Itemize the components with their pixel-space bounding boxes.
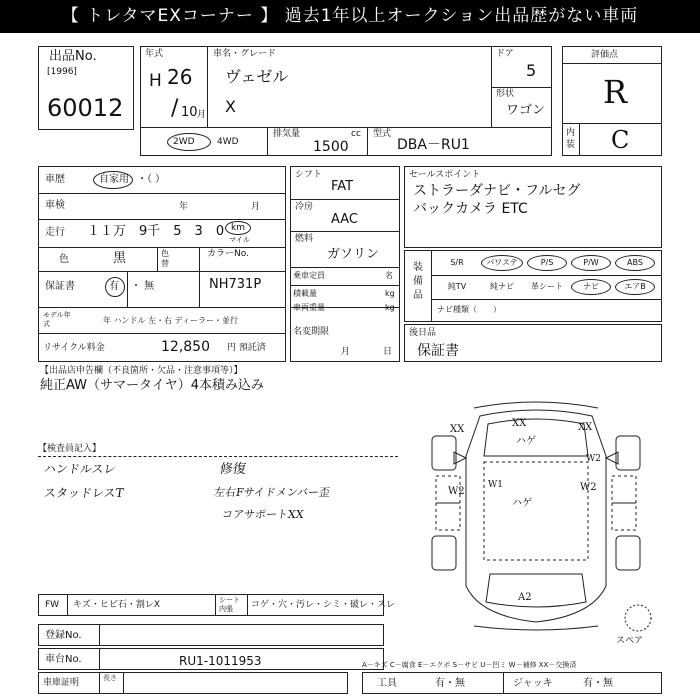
body-label: 形状: [496, 89, 515, 99]
inspector-note-4: 左右Fサイドメンバー歪: [213, 486, 331, 499]
model-label: 型式: [373, 129, 392, 139]
tools-value: 有・無: [435, 678, 465, 689]
lot-label: 出品No.: [49, 49, 97, 64]
chassis-label: 車台No.: [45, 654, 82, 665]
inspector-note-2: スタッドレスT: [42, 486, 125, 500]
history-private: 自家用: [99, 174, 129, 185]
equip-nav: 純ナビ: [490, 282, 514, 291]
interior-label: 内装: [566, 128, 576, 150]
jack-label: ジャッキ: [513, 678, 553, 689]
year-slash: /: [171, 96, 179, 121]
color-no-label: カラーNo.: [207, 249, 249, 259]
interior-score: C: [611, 126, 630, 154]
declaration-text: 純正AW（サマータイヤ）4本積み込み: [40, 378, 265, 393]
inspector-note-3: 修復: [218, 462, 247, 477]
fw-row: [38, 594, 396, 616]
drive-2wd: 2WD: [173, 137, 195, 147]
after-sales-box: [404, 324, 662, 362]
recycle-amount: 12,850: [161, 339, 210, 355]
cert-label: 車庫証明: [43, 678, 80, 688]
auction-banner: 【 トレタマEXコーナー 】 過去1年以上オークション出品歴がない車両: [0, 0, 700, 33]
sales-point-label: セールスポイント: [409, 170, 481, 180]
damage-mark-3: XX: [578, 422, 593, 433]
damage-mark-10: W1: [488, 480, 503, 490]
history-other: ・（ ）: [137, 174, 166, 185]
equip-sr: S/R: [450, 258, 464, 267]
lot-number: 60012: [47, 94, 124, 122]
ac-label: 冷房: [295, 202, 314, 212]
recycle-unit: 円 預託済: [227, 343, 266, 353]
left-table: [38, 166, 286, 362]
reg-change-month: 月: [341, 347, 351, 357]
model-code: DBA－RU1: [397, 137, 470, 153]
mileage-label: 走行: [45, 227, 65, 238]
damage-mark-9: A2: [518, 592, 532, 603]
fw-label: FW: [45, 600, 60, 610]
load-label: 積載量: [293, 289, 317, 298]
equipment-label: 装備品: [413, 262, 423, 301]
grade: X: [225, 97, 236, 116]
score-value: R: [603, 73, 628, 111]
equip-power-steering: パワステ: [486, 258, 518, 267]
damage-mark-2: XX: [512, 418, 527, 429]
era: H: [149, 71, 162, 91]
equip-pw: P/W: [583, 258, 599, 267]
inspector-label: 【検査員記入】: [38, 444, 102, 454]
damage-mark-8: W2: [586, 454, 601, 464]
year-value: 26: [167, 65, 193, 89]
recycle-label: リサイクル料金: [43, 343, 105, 353]
fuel-value: ガソリン: [327, 247, 380, 262]
shift-label: シフト: [295, 170, 323, 180]
fw-text: キズ・ヒビ石・割レX: [73, 600, 160, 610]
color-value: 黒: [113, 251, 127, 266]
weight-unit: kg: [385, 303, 395, 312]
length-label: 長さ: [103, 674, 117, 682]
nav-type: ナビ種類（ ）: [437, 305, 501, 314]
month-unit: 月: [197, 110, 207, 120]
warranty-label: 保証書: [45, 281, 75, 292]
mileage-value: １１万 9千 5 3 0: [87, 224, 225, 239]
chassis-no: RU1-1011953: [179, 654, 262, 668]
warranty-no: ・ 無: [131, 281, 155, 292]
vehicle-header-box: [140, 46, 552, 156]
tools-label: 工具: [377, 678, 397, 689]
equip-airbag: エアB: [624, 282, 646, 291]
fuel-label: 燃料: [295, 234, 314, 244]
mileage-mile: マイル: [229, 236, 250, 244]
color-change-label: 色替: [161, 249, 169, 268]
lot-code: [1996]: [47, 67, 77, 77]
inspector-note-5: コアサポートXX: [221, 508, 305, 521]
cc-unit: cc: [351, 129, 361, 139]
shift-value: FAT: [331, 179, 354, 194]
equip-abs: ABS: [627, 258, 643, 267]
history-label: 車歴: [45, 174, 65, 185]
reg-change-label: 名変期限: [293, 327, 330, 337]
ac-value: AAC: [331, 212, 358, 227]
year-label: 年式: [145, 49, 164, 59]
after-sales-value: 保証書: [417, 343, 459, 359]
reg-no-label: 登録No.: [45, 630, 82, 641]
damage-mark-7: ハゲ: [512, 498, 532, 509]
new-year-text: 年 ハンドル 左・右 ディーラー・並行: [103, 316, 238, 325]
weight-label: 車両重量: [293, 303, 325, 312]
equipment-box: [404, 250, 662, 322]
car-name: ヴェゼル: [225, 67, 289, 86]
displacement-label: 排気量: [273, 129, 301, 139]
sales-point-line2: バックカメラ ETC: [413, 201, 528, 217]
inspection-month-unit: 月: [251, 202, 261, 212]
lot-number-box: [38, 46, 134, 130]
equip-tv: 純TV: [447, 282, 467, 291]
color-label: 色: [59, 254, 69, 265]
sales-point-box: [404, 166, 662, 248]
name-label: 車名・グレード: [213, 49, 277, 59]
doors: 5: [526, 61, 537, 80]
mileage-km: km: [231, 223, 245, 233]
score-box: [562, 46, 662, 156]
mid-table: [290, 166, 400, 362]
car-damage-diagram: [410, 396, 662, 634]
body-type: ワゴン: [506, 103, 546, 118]
drive-4wd: 4WD: [217, 137, 239, 147]
equip-navi: ナビ: [583, 282, 599, 291]
capacity-unit: 名: [385, 271, 393, 280]
damage-mark-5: W2: [448, 486, 465, 497]
capacity-label: 乗車定員: [293, 271, 325, 280]
score-label: 評価点: [591, 50, 619, 60]
chassis-row: [38, 648, 384, 670]
seat-label: シート内張: [219, 596, 240, 613]
inspection-year-unit: 年: [179, 202, 189, 212]
damage-legend: A－キズ C－腐食 E－エクボ S－サビ U－凹ミ W－補修 XX－交換済: [362, 661, 577, 669]
reg-change-day: 日: [383, 347, 393, 357]
color-no: NH731P: [209, 277, 262, 292]
inspection-label: 車検: [45, 200, 65, 211]
equip-ps: P/S: [540, 258, 554, 267]
damage-mark-6: W2: [580, 482, 597, 493]
warranty-yes: 有: [109, 281, 119, 292]
new-year-label: モデル年式: [43, 311, 71, 328]
declaration-label: 【出品店申告欄（不良箇所・欠品・注意事項等）】: [40, 366, 243, 376]
damage-mark-1: XX: [450, 424, 465, 435]
inspector-note-1: ハンドルスレ: [42, 462, 117, 476]
jack-value: 有・無: [583, 678, 613, 689]
door-label: ドア: [496, 49, 514, 59]
registration-row: [38, 624, 384, 646]
equip-leather: 革シート: [531, 282, 563, 291]
garage-row: [38, 672, 348, 694]
spare-label: スペア: [616, 636, 644, 646]
load-unit: kg: [385, 289, 395, 298]
seat-text: コゲ・穴・汚レ・シミ・破レ・スレ: [251, 600, 396, 610]
sales-point-line1: ストラーダナビ・フルセグ: [413, 183, 581, 199]
tools-row: [362, 672, 662, 694]
damage-mark-4: ハゲ: [516, 436, 536, 447]
after-sales-label: 後日品: [409, 328, 437, 338]
month-value: 10: [181, 105, 198, 120]
displacement: 1500: [313, 139, 349, 155]
